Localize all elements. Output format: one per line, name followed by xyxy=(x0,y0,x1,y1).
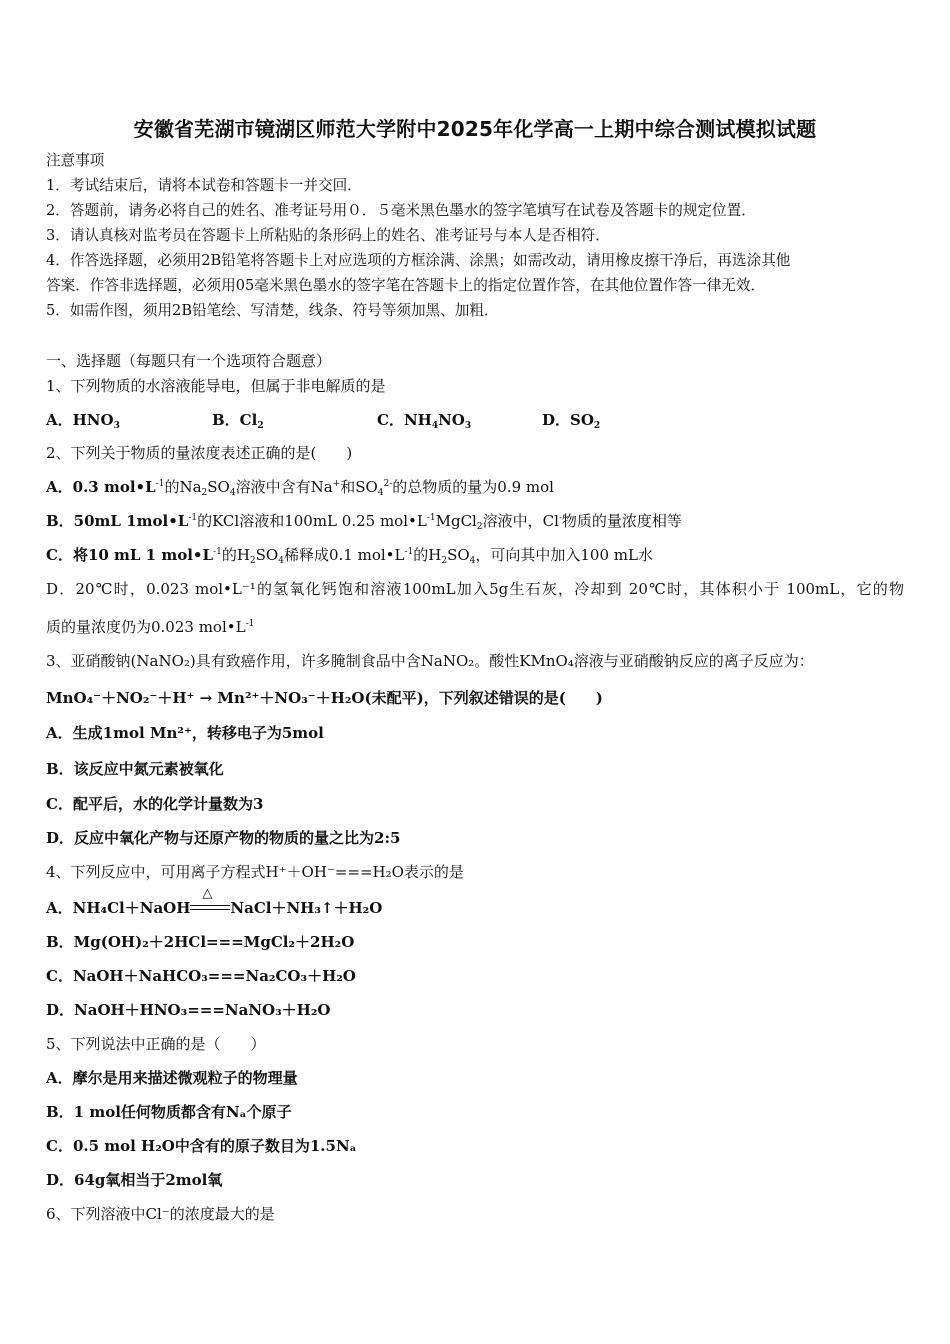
q3-option-d[interactable]: D．反应中氧化产物与还原产物的物质的量之比为2:5 xyxy=(46,829,401,847)
q2-c-sup: -1 xyxy=(404,547,414,557)
q2-a-sub: 4 xyxy=(377,488,384,498)
page-title: 安徽省芜湖市镜湖区师范大学附中2025年化学高一上期中综合测试模拟试题 xyxy=(133,117,817,141)
notice-heading: 注意事项 xyxy=(46,152,105,169)
q2-b-sup: -1 xyxy=(426,513,436,523)
q2-b-sub: 2 xyxy=(476,522,483,532)
q4-option-b[interactable]: B．Mg(OH)₂＋2HCl===MgCl₂＋2H₂O xyxy=(46,933,355,951)
notice-item-1: 1．考试结束后，请将本试卷和答题卡一并交回． xyxy=(46,177,362,194)
q3-equation: MnO₄⁻＋NO₂⁻＋H⁺ → Mn²⁺＋NO₃⁻＋H₂O(未配平)，下列叙述错误的是( ) xyxy=(46,689,603,707)
section-heading: 一、选择题（每题只有一个选项符合题意） xyxy=(46,352,332,370)
q2-option-d[interactable]: D．20℃时，0.023 mol•L⁻¹的氢氧化钙饱和溶液100mL加入5g生石灰，冷却到 20℃时，其体积小于 100mL，它的物 xyxy=(46,580,904,598)
q6-stem: 6、下列溶液中Cl⁻的浓度最大的是 xyxy=(46,1205,275,1223)
q1-option-c-sub2: 3 xyxy=(464,421,472,431)
q5-option-d[interactable]: D．64g氧相当于2mol氧 xyxy=(46,1171,223,1189)
q2-c-part: C．将10 mL 1 mol•L xyxy=(46,546,214,564)
q1-option-a-sub: 3 xyxy=(113,421,120,431)
q1-option-b-sub: 2 xyxy=(257,421,264,431)
q3-option-a[interactable]: A．生成1mol Mn²⁺，转移电子为5mol xyxy=(46,724,324,742)
q2-a-sub: 2 xyxy=(201,488,208,498)
q2-c-part: 稀释成0.1 mol•L xyxy=(283,546,405,564)
q2-stem: 2、下列关于物质的量浓度表述正确的是( ) xyxy=(46,444,353,462)
notice-item-2: 2．答题前，请务必将自己的姓名、准考证号用０．５毫米黑色墨水的签字笔填写在试卷及答题卡的规定位置． xyxy=(46,202,756,219)
q2-a-sup: + xyxy=(332,479,341,489)
q2-b-part: MgCl xyxy=(435,512,477,530)
q2-d-part: 质的量浓度仍为0.023 mol•L xyxy=(46,618,246,636)
q2-c-sub: 4 xyxy=(469,556,476,566)
q2-c-sup: -1 xyxy=(213,547,222,557)
q1-option-b-text: B．Cl xyxy=(212,411,258,429)
q1-option-d[interactable] xyxy=(542,410,600,430)
q4-a-right: NaCl＋NH₃↑＋H₂O xyxy=(230,899,383,917)
q1-option-c-mid: NO xyxy=(438,411,465,429)
q2-c-part: 的H xyxy=(413,546,442,564)
q1-option-c-text: C．NH xyxy=(377,411,432,429)
q3-option-b[interactable]: B．该反应中氮元素被氧化 xyxy=(46,760,224,778)
notice-item-5: 5．如需作图，须用2B铅笔绘、写清楚，线条、符号等须加黑、加粗． xyxy=(46,302,499,319)
q2-option-a[interactable] xyxy=(46,477,554,497)
q2-option-d-cont xyxy=(46,617,254,637)
q3-stem: 3、亚硝酸钠(NaNO₂)具有致癌作用，许多腌制食品中含NaNO₂。酸性KMnO₄溶液与亚硝酸钠反应的离子反应为： xyxy=(46,652,814,670)
q2-d-sup: -1 xyxy=(245,619,255,629)
q1-option-c[interactable] xyxy=(377,410,471,430)
q5-option-b[interactable]: B．1 mol任何物质都含有Nₐ个原子 xyxy=(46,1103,292,1121)
q2-b-sup: -1 xyxy=(188,513,198,523)
q2-option-b[interactable] xyxy=(46,511,682,531)
q5-option-c[interactable]: C．0.5 mol H₂O中含有的原子数目为1.5Nₐ xyxy=(46,1137,357,1155)
notice-item-3: 3．请认真核对监考员在答题卡上所粘贴的条形码上的姓名、准考证号与本人是否相符． xyxy=(46,227,610,244)
heat-arrow xyxy=(190,886,230,918)
q2-a-part: 的Na xyxy=(164,478,202,496)
q2-c-sub: 2 xyxy=(441,556,448,566)
q2-a-part: 的总物质的量为0.9 mol xyxy=(392,478,554,496)
q2-a-sub: 4 xyxy=(229,488,236,498)
q2-option-c[interactable] xyxy=(46,545,653,565)
q2-a-part: SO xyxy=(207,478,230,496)
q2-a-part: 溶液中含有Na xyxy=(235,478,333,496)
q2-c-part: SO xyxy=(255,546,279,564)
q2-c-part: SO xyxy=(447,546,470,564)
q3-option-c[interactable]: C．配平后，水的化学计量数为3 xyxy=(46,795,264,813)
q4-option-a[interactable] xyxy=(46,886,383,918)
q1-option-c-sub1: 4 xyxy=(431,421,439,431)
q5-stem: 5、下列说法中正确的是（ ） xyxy=(46,1035,266,1053)
q2-c-part: 的H xyxy=(221,546,250,564)
q1-option-b[interactable] xyxy=(212,410,264,430)
heat-triangle-icon: △ xyxy=(202,886,213,901)
q4-option-c[interactable]: C．NaOH＋NaHCO₃===Na₂CO₃＋H₂O xyxy=(46,967,356,985)
q1-option-a-text: A．HNO xyxy=(46,411,114,429)
q2-a-part: A．0.3 mol•L xyxy=(46,478,156,496)
equals-bar xyxy=(190,905,230,910)
q2-c-sub: 4 xyxy=(278,556,284,566)
q1-option-a[interactable] xyxy=(46,410,120,430)
q2-a-sup: -1 xyxy=(155,479,165,489)
q4-option-d[interactable]: D．NaOH＋HNO₃===NaNO₃＋H₂O xyxy=(46,1001,331,1019)
q4-a-left: A．NH₄Cl＋NaOH xyxy=(46,899,191,917)
q2-b-part: 物质的量浓度相等 xyxy=(561,512,682,530)
q4-stem: 4、下列反应中，可用离子方程式H⁺＋OH⁻===H₂O表示的是 xyxy=(46,863,464,881)
q5-option-a[interactable]: A．摩尔是用来描述微观粒子的物理量 xyxy=(46,1069,298,1087)
q2-a-sup: 2- xyxy=(383,479,393,489)
q2-c-sub: 2 xyxy=(249,556,256,566)
q1-stem: 1、下列物质的水溶液能导电，但属于非电解质的是 xyxy=(46,377,386,395)
q1-option-d-text: D．SO xyxy=(542,411,594,429)
q2-b-part: B．50mL 1mol•L xyxy=(46,512,189,530)
q2-b-part: 的KCl溶液和100mL 0.25 mol•L xyxy=(197,512,427,530)
q2-b-part: 溶液中，Cl xyxy=(482,512,559,530)
q1-option-d-sub: 2 xyxy=(593,421,601,431)
q2-b-sup: - xyxy=(558,513,562,523)
notice-item-4: 4．作答选择题，必须用2B铅笔将答题卡上对应选项的方框涂满、涂黑；如需改动，请用橡皮擦干净后，再选涂其他 xyxy=(46,252,791,269)
q2-a-part: 和SO xyxy=(340,478,378,496)
q2-c-part: ，可向其中加入100 mL水 xyxy=(475,546,653,564)
notice-item-4-cont: 答案．作答非选择题，必须用05毫米黑色墨水的签字笔在答题卡上的指定位置作答，在其他位置作答一律无效． xyxy=(46,277,766,294)
